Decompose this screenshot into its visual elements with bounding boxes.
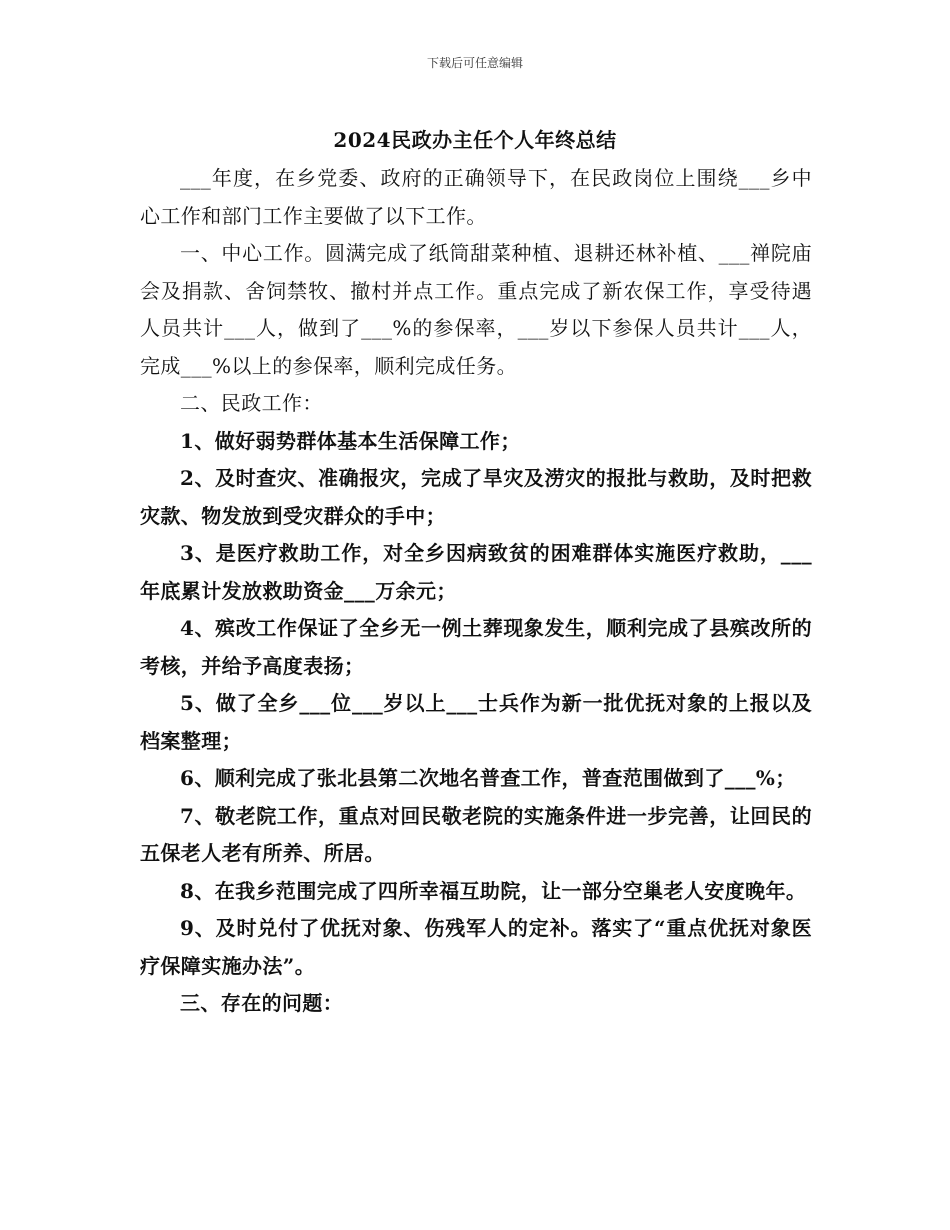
list-item: 8、在我乡范围完成了四所幸福互助院，让一部分空巢老人安度晚年。 bbox=[180, 878, 807, 903]
list-item: 5、做了全乡___位___岁以上___士兵作为新一批优抚对象的上报以及档案整理； bbox=[140, 691, 812, 753]
paragraph-civil-affairs-heading: 二、民政工作： bbox=[180, 391, 323, 415]
document-body bbox=[140, 160, 812, 1023]
paragraph-central-work: 一、中心工作。圆满完成了纸筒甜菜种植、退耕还林补植、___禅院庙会及捐款、舍饲禁牧、撤村并点工作。重点完成了新农保工作，享受待遇人员共计___人，做到了___%的参保率，___岁以下参保人员共计___人，完成___%以上的参保率，顺利完成任务。 bbox=[140, 241, 812, 378]
list-item: 1、做好弱势群体基本生活保障工作； bbox=[180, 428, 521, 453]
list-item: 2、及时查灾、准确报灾，完成了旱灾及涝灾的报批与救助，及时把救灾款、物发放到受灾群众的手中； bbox=[140, 466, 812, 528]
list-item: 9、及时兑付了优抚对象、伤残军人的定补。落实了“重点优抚对象医疗保障实施办法”。 bbox=[140, 916, 812, 978]
list-item: 3、是医疗救助工作，对全乡因病致贫的困难群体实施医疗救助，___年底累计发放救助资金___万余元； bbox=[140, 541, 812, 603]
paragraph-intro: ___年度，在乡党委、政府的正确领导下，在民政岗位上围绕___乡中心工作和部门工作主要做了以下工作。 bbox=[140, 166, 812, 228]
list-item: 6、顺利完成了张北县第二次地名普查工作，普查范围做到了___%； bbox=[180, 766, 796, 790]
page-title: 2024民政办主任个人年终总结 bbox=[333, 128, 617, 152]
paragraph-issues-heading: 三、存在的问题： bbox=[180, 991, 344, 1015]
list-item: 7、敬老院工作，重点对回民敬老院的实施条件进一步完善，让回民的五保老人老有所养、所居。 bbox=[140, 803, 812, 865]
header-note: 下载后可任意编辑 bbox=[426, 56, 523, 70]
list-item: 4、殡改工作保证了全乡无一例土葬现象发生，顺利完成了县殡改所的考核，并给予高度表扬； bbox=[140, 616, 812, 678]
